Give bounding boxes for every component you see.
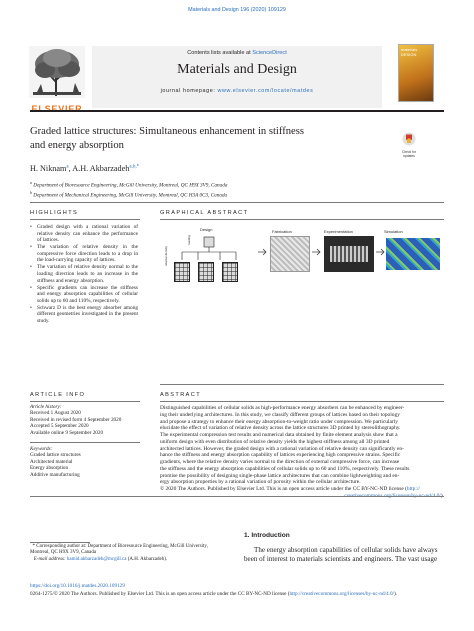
- design-lattice-1: [174, 262, 190, 282]
- ga-label-design: Design: [200, 227, 213, 232]
- arrow-right-icon: [376, 248, 386, 256]
- copyright-text: © 2020 The Authors. Published by Elsevier Ltd. This is an open access article under the CC BY-NC-ND license (: [160, 486, 407, 492]
- fabrication-photo: [270, 236, 310, 272]
- email-name: (A.H. Akbarzadeh).: [127, 556, 168, 562]
- crossmark-label: [398, 151, 420, 159]
- history-online: Available online 9 September 2020: [30, 429, 104, 436]
- header-bottom-rule: [30, 110, 444, 112]
- author-2-affil[interactable]: a,b,: [129, 164, 137, 170]
- abstract-line: ergy absorption properties by a rational variation of porosity within the cellular architecture.: [160, 479, 361, 486]
- highlight-item: • The variation of relative density normal to the loading direction leads to an increase in the stiffness and energy absorption.: [30, 264, 138, 284]
- header-center: [92, 46, 382, 108]
- footnote-line-2: Montreal, QC H9X 3V9, Canada: [30, 550, 97, 556]
- ga-axis-vertical: relative density: [164, 245, 169, 267]
- affiliation-b: [30, 190, 410, 200]
- elsevier-wordmark: ELSEVIER: [31, 104, 83, 114]
- affil-b-text: Department of Mechanical Engineering, McGill University, Montreal, QC H3A 0C3, Canada: [33, 192, 228, 199]
- keyword-item: Graded lattice structures: [30, 452, 81, 459]
- intro-heading: 1. Introduction: [244, 532, 290, 539]
- journal-cover-image: [398, 44, 434, 102]
- crossmark-icon: [402, 132, 416, 146]
- affiliation-a: [30, 180, 410, 190]
- highlight-item: • Schwarz D is the best energy absorber among different geometries investigated in the present study.: [30, 305, 138, 325]
- abstract-line: uniform design with even distribution of relative density yields the highest stiffness among all 3D printed: [160, 438, 390, 445]
- abstract-line: hance the stiffness and energy absorption capability of lattices experiencing high compressive strains. Specific: [160, 452, 401, 459]
- abstract-bottom-rule: [30, 496, 444, 497]
- contents-line: [92, 50, 382, 56]
- license-text: 0264-1275/© 2020 The Authors. Published by Elsevier Ltd. This is an open access article under the CC BY-NC-ND license (: [30, 591, 290, 597]
- affiliations: [30, 180, 410, 199]
- corresponding-star[interactable]: *: [136, 164, 140, 170]
- highlight-item: • Graded design with a rational variation of relative density can enhance the performance of lattices.: [30, 224, 138, 244]
- email-link[interactable]: hamid.akbarzadeh@mcgill.ca: [66, 556, 127, 562]
- keywords: [30, 446, 142, 478]
- ga-label-simulation: Simulation: [384, 229, 403, 234]
- design-lattice-3: [222, 262, 238, 282]
- footnote-rule: [30, 542, 90, 543]
- cover-title: materials DESIGN: [401, 47, 418, 57]
- simulation-image: [386, 238, 440, 270]
- highlight-item: • Specific gradients can increase the stiffness and energy absorption capabilities of cellular solids up to 60 and 110%, respectively.: [30, 285, 138, 305]
- license-link-part-1[interactable]: http://: [406, 486, 420, 492]
- abstract-line: the stiffness and the energy absorption capabilities of cellular solids up to 60 and 110%, respectively. These results: [160, 465, 410, 472]
- intro-line-2: been of interest to materials scientists and engineers. The vast usage: [244, 555, 438, 564]
- author-1[interactable]: H. Niknam: [30, 164, 67, 173]
- intro-line-1: The energy absorption capabilities of cellular solids have always: [254, 546, 438, 554]
- ga-label-experimentation: Experimentation: [324, 229, 353, 234]
- keywords-rule: [30, 442, 140, 443]
- article-info-rule: [30, 401, 140, 402]
- copyright-end: ).: [440, 492, 444, 499]
- highlights-list: [30, 224, 138, 325]
- article-info-heading: ARTICLE INFO: [30, 392, 86, 398]
- abstract-line: Distinguished capabilities of cellular solids as high-performance energy absorbers can be enhanced by engineer-: [160, 405, 405, 411]
- footnote-line-3: [30, 557, 230, 563]
- design-lattice-2: [198, 262, 214, 282]
- intro-body: [244, 546, 444, 565]
- affil-b-sup: b: [30, 190, 32, 195]
- homepage-line: [92, 88, 382, 94]
- abstract-line: elucidate the effect of variation of relative density across the lattice structures 3D printed by stereolithography.: [160, 425, 401, 432]
- graphical-abstract-heading: GRAPHICAL ABSTRACT: [160, 210, 249, 216]
- graphical-abstract-rule: [160, 219, 444, 220]
- keywords-label: Keywords:: [30, 446, 53, 452]
- highlights-heading: HIGHLIGHTS: [30, 210, 79, 216]
- author-2[interactable]: A.H. Akbarzadeh: [72, 164, 130, 173]
- abstract-line: promise the possibility of designing single-phase lattice architectures that can combine lightweighting and en-: [160, 472, 400, 479]
- footnote-star: *: [32, 544, 35, 549]
- license-footer: [30, 591, 444, 597]
- highlight-item: • The variation of relative density in the compressive force direction leads to a drop in the load-carrying capacity of lattices.: [30, 244, 138, 264]
- crossmark-line-2: updates: [403, 153, 415, 158]
- affil-a-text: Department of Bioresource Engineering, McGill University, Montreal, QC H9X 3V9, Canada: [33, 182, 228, 189]
- history-revised: Received in revised form 4 September 2020: [30, 416, 122, 423]
- history-received: Received 1 August 2020: [30, 410, 81, 417]
- title-line-1: Graded lattice structures: Simultaneous enhancement in stiffness: [30, 126, 304, 137]
- affil-a-sup: a: [30, 181, 32, 185]
- experimentation-photo: [324, 236, 374, 272]
- footnote-corresponding: Corresponding author at: Department of Bioresource Engineering, McGill University,: [36, 544, 208, 549]
- ga-axis-horizontal: loading: [186, 235, 191, 245]
- copyright-line: [160, 486, 444, 493]
- graphical-abstract-bottom-rule: [160, 384, 444, 385]
- abstract-line: gradients, where the relative density varies normal to the direction of external compressive force, can increase: [160, 459, 400, 465]
- article-title: [30, 125, 390, 152]
- abstract-line: ing their underlying architectures. In this study, we classify different groups of lattices based on their topology: [160, 411, 400, 418]
- keyword-item: Architected material: [30, 458, 73, 465]
- corresponding-footnote: [30, 544, 230, 563]
- keyword-item: Additive manufacturing: [30, 471, 80, 478]
- title-line-2: and energy absorption: [30, 139, 124, 151]
- license-footer-end: ).: [393, 591, 398, 597]
- abstract-line: and propose a strategy to enhance their energy absorption-to-weight ratio under compression. We particularly: [160, 418, 398, 425]
- author-separator: ,: [68, 164, 73, 173]
- contents-prefix: Contents lists available at: [187, 50, 251, 56]
- journal-reference[interactable]: Materials and Design 196 (2020) 109129: [188, 7, 286, 13]
- homepage-prefix: journal homepage:: [160, 88, 216, 94]
- ga-label-fabrication: Fabrication: [272, 229, 292, 234]
- arrow-right-icon: [258, 248, 268, 256]
- elsevier-logo: [29, 46, 85, 114]
- history-accepted: Accepted 5 September 2020: [30, 423, 89, 430]
- journal-title[interactable]: Materials and Design: [177, 62, 297, 77]
- authors: [30, 164, 139, 173]
- author-1-affil[interactable]: a: [66, 164, 69, 170]
- crossmark-badge[interactable]: [398, 132, 420, 159]
- elsevier-tree-icon: [29, 46, 85, 98]
- highlights-rule: [30, 219, 140, 220]
- article-history: [30, 404, 142, 436]
- license-footer-link[interactable]: http://creativecommons.org/licenses/by-nc-nd/4.0/: [289, 591, 394, 597]
- abstract-line: architected lattices. However, the graded design with a rational variation of relative density can significantly en-: [160, 445, 404, 452]
- affil-rule: [30, 202, 444, 203]
- doi-link[interactable]: https://doi.org/10.1016/j.matdes.2020.109129: [30, 583, 125, 589]
- graphical-abstract-figure: [160, 224, 444, 294]
- history-label: Article history:: [30, 404, 62, 410]
- arrow-right-icon: [312, 248, 322, 256]
- abstract-heading: ABSTRACT: [160, 392, 202, 398]
- email-label: E-mail address:: [33, 556, 66, 562]
- abstract-body: [160, 405, 444, 500]
- homepage-url[interactable]: www.elsevier.com/locate/matdes: [217, 88, 314, 94]
- crossmark-line-1: Check for: [401, 150, 417, 154]
- keyword-item: Energy absorption: [30, 465, 69, 472]
- license-link-part-2[interactable]: creativecommons.org/licenses/by-nc-nd/4.0/: [344, 492, 441, 499]
- sciencedirect-link[interactable]: ScienceDirect: [252, 50, 287, 56]
- abstract-line: The experimental compression test results and numerical data obtained by finite element analysis show that a: [160, 432, 398, 438]
- design-tree-diagram: [168, 234, 258, 264]
- abstract-rule: [160, 401, 444, 402]
